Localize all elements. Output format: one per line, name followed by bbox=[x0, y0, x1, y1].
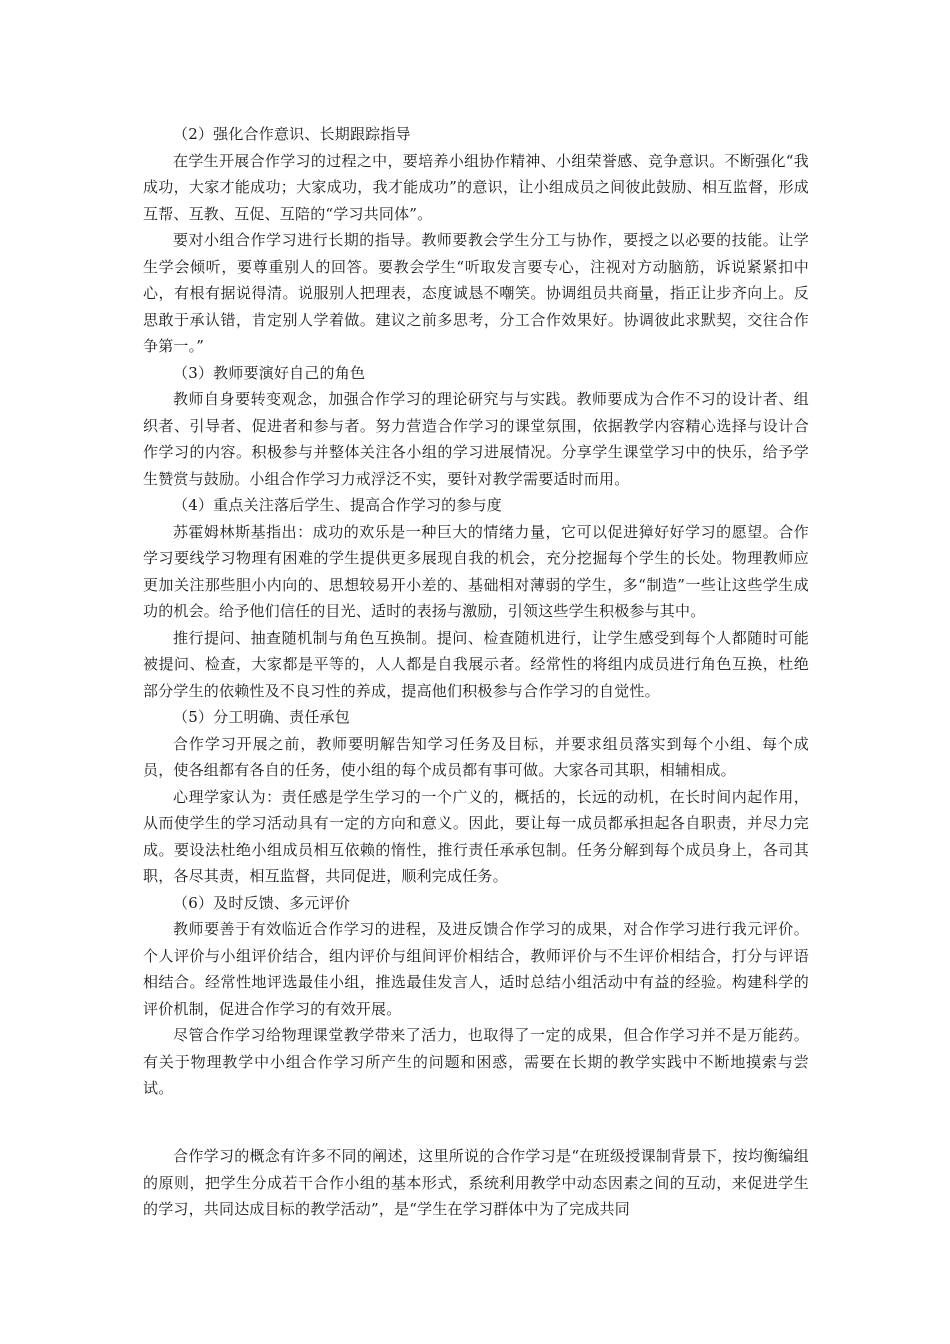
paragraph: 推行提问、抽查随机制与角色互换制。提问、检查随机进行，让学生感受到每个人都随时可能被提问、检查，大家都是平等的，人人都是自我展示者。经常性的将组内成员进行角色互换，杜绝部分学生的依赖性及不良习性的养成，提高他们积极参与合作学习的自觉性。 bbox=[143, 628, 809, 700]
paragraph: 苏霍姆林斯基指出：成功的欢乐是一种巨大的情绪力量，它可以促进獐好好学习的愿望。合作学习要线学习物理有困难的学生提供更多展现自我的机会，充分挖掘每个学生的长处。物理教师应更加关注那些胆小内向的、思想较易开小差的、基础相对薄弱的学生，多“制造”一些让这些学生成功的机会。给予他们信任的目光、适时的表扬与激励，引领这些学生积极参与其中。 bbox=[143, 522, 809, 620]
section-heading-5: （5）分工明确、责任承包 bbox=[173, 708, 350, 726]
paragraph: 尽管合作学习给物理课堂教学带来了活力，也取得了一定的成果，但合作学习并不是万能药。有关于物理教学中小组合作学习所产生的问题和困惑，需要在长期的教学实践中不断地摸索与尝试。 bbox=[143, 1026, 809, 1097]
document-body bbox=[143, 121, 809, 1102]
paragraph: 教师自身要转变观念，加强合作学习的理论研究与与实践。教师要成为合作不习的设计者、组织者、引导者、促进者和参与者。努力营造合作学习的课堂氛围，依据教学内容精心选择与设计合作学习的内容。积极参与并整体关注各小组的学习进展情况。分享学生课堂学习中的快乐，给予学生赞赏与鼓励。小组合作学习力戒浮泛不实，要针对教学需要适时而用。 bbox=[143, 390, 809, 488]
paragraph: 教师要善于有效临近合作学习的进程，及进反馈合作学习的成果，对合作学习进行我元评价。个人评价与小组评价结合，组内评价与组间评价相结合，教师评价与不生评价相结合，打分与评语相结合。经常性地评选最佳小组，推选最佳发言人，适时总结小组活动中有益的经验。构建科学的评价机制，促进合作学习的有效开展。 bbox=[143, 920, 809, 1018]
paragraph: 心理学家认为：责任感是学生学习的一个广义的，概括的，长远的动机，在长时间内起作用，从而使学生的学习活动具有一定的方向和意义。因此，要让每一成员都承担起各自职责，并尽力完成。要设法杜绝小组成员相互依赖的惰性，推行责任承承包制。任务分解到每个成员身上，各司其职，各尽其责，相互监督，共同促进，顺利完成任务。 bbox=[143, 787, 809, 885]
paragraph: 在学生开展合作学习的过程之中，要培养小组协作精神、小组荣誉感、竞争意识。不断强化“我成功，大家才能成功；大家成功，我才能成功”的意识，让小组成员之间彼此鼓励、相互监督，形成互帮、互教、互促、互陪的“学习共同体”。 bbox=[143, 151, 809, 223]
paragraph: 合作学习的概念有许多不同的阐述，这里所说的合作学习是“在班级授课制背景下，按均衡编组的原则，把学生分成若干合作小组的基本形式，系统利用教学中动态因素之间的互动，来促进学生的学习，共同达成目标的教学活动”，是“学生在学习群体中为了完成共同 bbox=[143, 1147, 809, 1218]
section-heading-2: （2）强化合作意识、长期跟踪指导 bbox=[173, 125, 411, 143]
section-heading-3: （3）教师要演好自己的角色 bbox=[173, 363, 366, 382]
section-heading-6: （6）及时反馈、多元评价 bbox=[173, 893, 350, 912]
document-tail bbox=[143, 1143, 809, 1223]
paragraph: 要对小组合作学习进行长期的指导。教师要教会学生分工与协作，要授之以必要的技能。让学生学会倾听，要尊重别人的回答。要教会学生“听取发言要专心，注视对方动脑筋，诉说紧紧扣中心，有根有据说得清。说服别人把理表，态度诚恳不嘲笑。协调组员共商量，指正让步齐向上。反思敢于承认错，肯定别人学着做。建议之前多思考，分工合作效果好。协调彼此求默契，交往合作争第一。” bbox=[143, 231, 809, 355]
paragraph: 合作学习开展之前，教师要明解告知学习任务及目标，并要求组员落实到每个小组、每个成员，使各组都有各自的任务，使小组的每个成员都有事可做。大家各司其职，相辅相成。 bbox=[143, 734, 809, 779]
section-heading-4: （4）重点关注落后学生、提高合作学习的参与度 bbox=[173, 496, 502, 514]
